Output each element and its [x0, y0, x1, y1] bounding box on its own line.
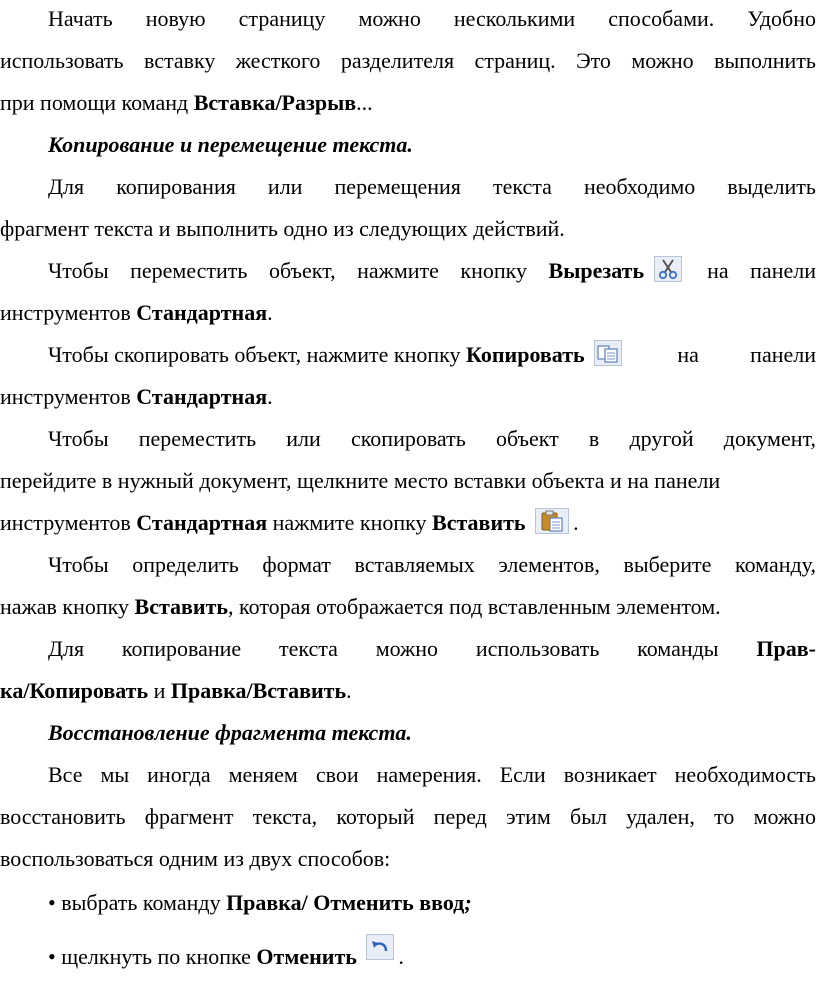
- command-copy: Копировать: [466, 342, 585, 367]
- word: текста,: [252, 804, 318, 829]
- p5-line1: [0, 424, 816, 454]
- word: Если: [499, 762, 546, 787]
- toolbar-standard: Стандартная: [136, 300, 268, 325]
- word: на: [707, 258, 729, 283]
- command-edit-copy: ка/Копировать: [0, 678, 149, 703]
- word: объект,: [268, 258, 336, 283]
- word: переместить: [138, 426, 257, 451]
- p6-line1: [0, 550, 816, 580]
- word: можно: [631, 48, 694, 73]
- word: можно: [753, 804, 816, 829]
- word: другой: [629, 426, 694, 451]
- p1-line2: [0, 46, 816, 76]
- command-paste: Вставить: [134, 594, 229, 619]
- word: несколькими: [453, 6, 576, 31]
- p3-line2: [0, 298, 816, 328]
- word: выполнить: [714, 48, 816, 73]
- text: нажав кнопку: [0, 594, 135, 619]
- p7-line2: [0, 676, 816, 706]
- word: выберите: [623, 552, 712, 577]
- word: Для: [48, 174, 85, 199]
- word: команды: [637, 636, 719, 661]
- toolbar-standard: Стандартная: [136, 384, 268, 409]
- p2-line2: фрагмент текста и выполнить одно из следующих действий.: [0, 216, 565, 241]
- word: определить: [132, 552, 239, 577]
- word: копирования: [116, 174, 236, 199]
- text: инструментов: [0, 300, 137, 325]
- word: иногда: [147, 762, 211, 787]
- command-undo: Отменить: [256, 944, 357, 969]
- word: Чтобы: [48, 552, 109, 577]
- word: формат: [262, 552, 331, 577]
- word: намерения.: [376, 762, 482, 787]
- p8-line2: [0, 802, 816, 832]
- word: вставку: [143, 48, 216, 73]
- word: жесткого: [235, 48, 321, 73]
- word: то: [714, 804, 735, 829]
- paste-icon: [535, 508, 569, 534]
- word: команду,: [735, 552, 816, 577]
- p7-line1: [0, 634, 816, 664]
- word: выделить: [727, 174, 816, 199]
- text: .: [398, 944, 404, 969]
- text: инструментов: [0, 384, 137, 409]
- word: текста: [492, 174, 552, 199]
- word: Чтобы: [48, 426, 109, 451]
- text: • выбрать команду: [48, 890, 227, 915]
- text: .: [267, 300, 273, 325]
- word: этим: [506, 804, 551, 829]
- word: способами.: [608, 6, 715, 31]
- word: на: [677, 342, 699, 367]
- word: документ,: [723, 426, 816, 451]
- word: мы: [100, 762, 130, 787]
- undo-icon: [366, 934, 394, 960]
- word: необходимо: [584, 174, 696, 199]
- word: возникает: [563, 762, 657, 787]
- word: свои: [315, 762, 359, 787]
- toolbar-standard: Стандартная: [136, 510, 268, 535]
- text: .: [267, 384, 273, 409]
- p3-line1: [0, 256, 816, 286]
- word: фрагмент: [144, 804, 234, 829]
- command-undo-input: Правка/ Отменить ввод: [226, 890, 465, 915]
- p4-line2: [0, 382, 816, 412]
- command-edit-paste: Правка/Вставить: [170, 678, 347, 703]
- word: в: [588, 426, 600, 451]
- word: использовать: [0, 48, 124, 73]
- text: ...: [356, 90, 373, 115]
- word: перемещения: [334, 174, 461, 199]
- text: ;: [464, 890, 472, 915]
- command-edit-part: Прав-: [756, 636, 816, 661]
- scissors-icon: [654, 256, 682, 282]
- word: Это: [576, 48, 611, 73]
- bullet-item-1: [0, 888, 816, 918]
- bullet-item-2: [0, 934, 816, 969]
- command-paste: Вставить: [432, 510, 526, 535]
- p8-line1: [0, 760, 816, 790]
- word: кнопку: [460, 258, 528, 283]
- text: и: [148, 678, 171, 703]
- command-insert-break: Вставка/Разрыв: [193, 90, 357, 115]
- text: при помощи команд: [0, 90, 194, 115]
- word: необходимость: [674, 762, 816, 787]
- word: элементов,: [498, 552, 600, 577]
- word: переместить: [130, 258, 248, 283]
- word: Все: [48, 762, 83, 787]
- word: Для: [48, 636, 85, 661]
- copy-group: [48, 340, 626, 370]
- p8-line3: воспользоваться одним из двух способов:: [0, 846, 391, 871]
- p2-line1: [0, 172, 816, 202]
- word: перед: [433, 804, 487, 829]
- text: Чтобы скопировать объект, нажмите кнопку: [48, 342, 466, 367]
- word: объект: [495, 426, 559, 451]
- text: .: [346, 678, 352, 703]
- word: восстановить: [0, 804, 126, 829]
- word: разделителя: [340, 48, 455, 73]
- copy-icon: [594, 340, 622, 366]
- text: инструментов: [0, 510, 137, 535]
- word: можно: [375, 636, 439, 661]
- word: Начать: [48, 6, 113, 31]
- word: Чтобы: [48, 258, 109, 283]
- text: , которая отображается под вставленным элементом.: [228, 594, 721, 619]
- heading-copy-move: Копирование и перемещение текста.: [48, 132, 413, 157]
- word: страницу: [238, 6, 326, 31]
- word: текста: [278, 636, 338, 661]
- word: панели: [750, 342, 816, 367]
- word: удален,: [626, 804, 695, 829]
- p4-line1: [0, 340, 816, 370]
- p1-line1: [0, 4, 816, 34]
- text: • щелкнуть по кнопке: [48, 944, 257, 969]
- word: страниц.: [474, 48, 556, 73]
- p6-line2: [0, 592, 816, 622]
- word: скопировать: [350, 426, 466, 451]
- word: или: [267, 174, 303, 199]
- word: нажмите: [357, 258, 439, 283]
- p1-line3: [0, 88, 816, 118]
- word: который: [336, 804, 415, 829]
- word: вставляемых: [354, 552, 475, 577]
- p5-line2: перейдите в нужный документ, щелкните место вставки объекта и на панели: [0, 468, 721, 493]
- word: меняем: [228, 762, 298, 787]
- word: новую: [145, 6, 206, 31]
- cut-group: [549, 256, 686, 286]
- word: Удобно: [747, 6, 816, 31]
- word: использовать: [475, 636, 600, 661]
- word: был: [570, 804, 607, 829]
- command-cut: Вырезать: [548, 258, 645, 283]
- word: панели: [750, 258, 816, 283]
- text: .: [573, 510, 579, 535]
- word: копирование: [121, 636, 242, 661]
- text: нажмите кнопку: [267, 510, 433, 535]
- word: можно: [358, 6, 421, 31]
- p5-line3: [0, 508, 816, 538]
- heading-restore: Восстановление фрагмента текста.: [48, 720, 412, 745]
- word: или: [286, 426, 321, 451]
